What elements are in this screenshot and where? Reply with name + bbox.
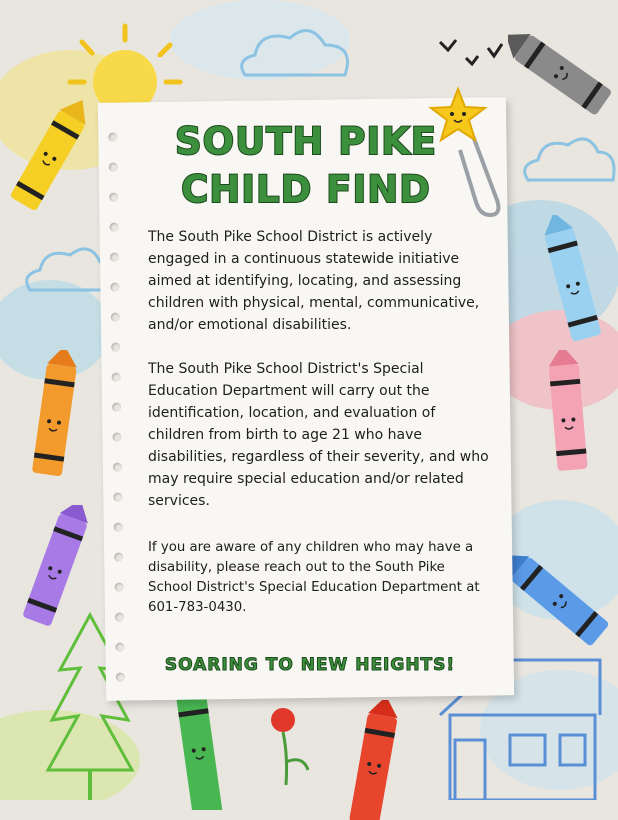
birds-icon — [438, 30, 508, 80]
slogan: SOARING TO NEW HEIGHTS! — [164, 655, 456, 675]
paragraph-2: The South Pike School District's Special Education Department will carry out the identification, location, and evaluation of children from birth to age 21 who have disabilities, regardless of their severity, and who may require special education and/or related services. — [148, 361, 489, 509]
flower-icon — [258, 700, 318, 790]
crayon-red-icon — [335, 700, 415, 820]
cloud-icon — [230, 20, 360, 90]
cloud-icon-2 — [518, 130, 618, 190]
crayon-blue-icon — [528, 215, 618, 355]
crayon-yellow-icon — [0, 100, 90, 230]
title-line-2: CHILD FIND — [181, 168, 431, 211]
paragraph-3: If you are aware of any children who may have a disability, please reach out to the South Pike School District's Special Education Department at 601-783-0430. — [148, 540, 480, 615]
crayon-dark-blue-icon — [498, 545, 618, 655]
crayon-gray-icon — [508, 20, 618, 130]
title-line-1: SOUTH PIKE — [174, 120, 438, 163]
paragraph-1: The South Pike School District is actively engaged in a continuous statewide initiative aimed at identifying, locating, and assessing children with physical, mental, communicative, and/or emotional disabilities. — [148, 229, 480, 333]
crayon-pink-icon — [528, 350, 608, 480]
crayon-orange-icon — [15, 350, 95, 480]
